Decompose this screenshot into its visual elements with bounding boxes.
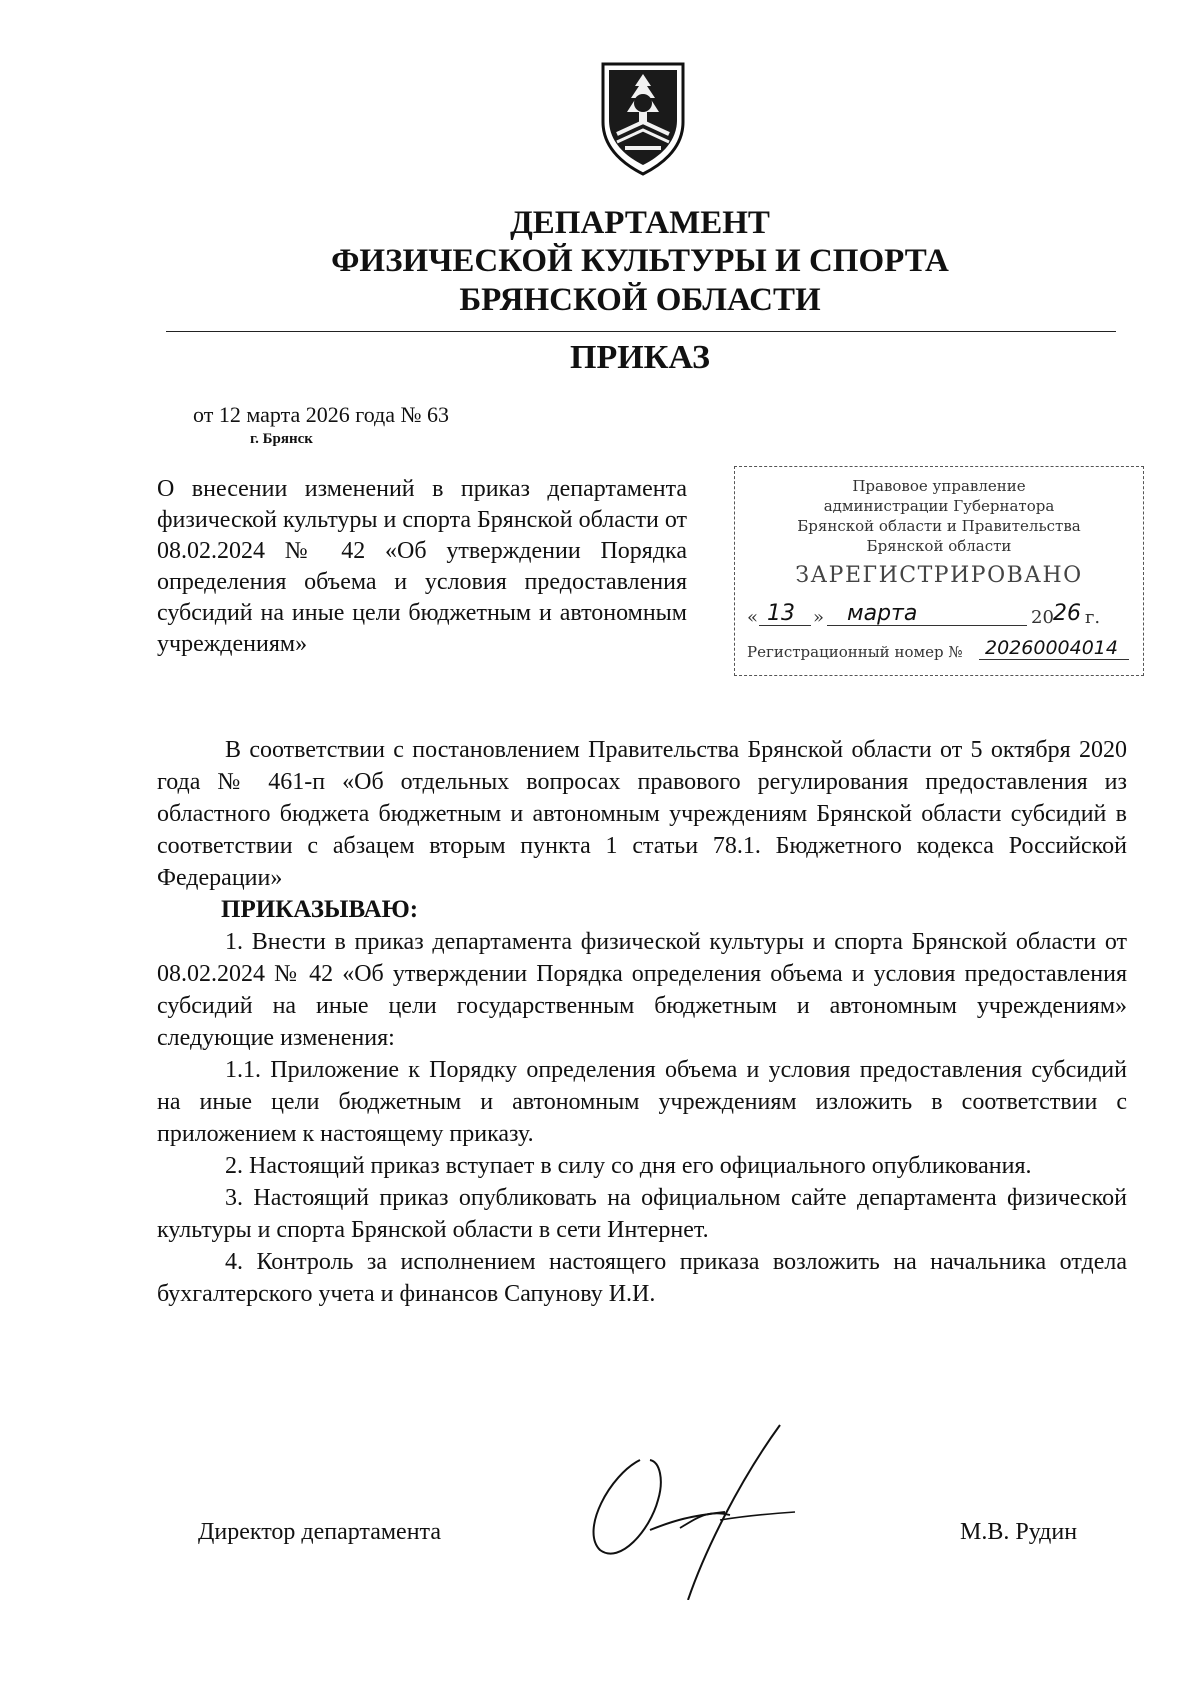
document-date-number: от 12 марта 2026 года № 63 bbox=[193, 402, 450, 427]
document-city: г. Брянск bbox=[250, 431, 313, 447]
order-item-1: 1. Внести в приказ департамента физической культуры и спорта Брянской области от 08.02.2024 № 42 «Об утверждении Порядка определения объема и условия предоставления субсидий на иные цели государственным бюджетным и автономным учреждениям» следующие изменения: bbox=[157, 929, 1127, 1051]
stamp-month: марта bbox=[847, 601, 918, 626]
department-title-line-3: БРЯНСКОЙ ОБЛАСТИ bbox=[459, 282, 821, 318]
document-subject: О внесении изменений в приказ департамента физической культуры и спорта Брянской области от 08.02.2024 № 42 «Об утверждении Порядка определения объема и условия предоставления субсидий на иные цели бюджетным и автономным учреждениям» bbox=[157, 476, 688, 657]
department-title-line-2: ФИЗИЧЕСКОЙ КУЛЬТУРЫ И СПОРТА bbox=[331, 243, 949, 279]
department-title-line-1: ДЕПАРТАМЕНТ bbox=[510, 205, 770, 241]
stamp-reg-number: 20260004014 bbox=[985, 637, 1118, 659]
stamp-status: ЗАРЕГИСТРИРОВАНО bbox=[795, 563, 1083, 588]
stamp-date-row bbox=[747, 601, 1132, 631]
document-type: ПРИКАЗ bbox=[570, 339, 710, 376]
order-item-4: 4. Контроль за исполнением настоящего приказа возложить на начальника отдела бухгалтерского учета и финансов Сапунову И.И. bbox=[157, 1249, 1127, 1307]
handwritten-signature bbox=[580, 1420, 820, 1600]
order-directive: ПРИКАЗЫВАЮ: bbox=[221, 896, 419, 923]
stamp-line-1: Правовое управление bbox=[852, 477, 1026, 495]
stamp-number-row bbox=[747, 639, 1132, 665]
order-body bbox=[157, 734, 1127, 1310]
stamp-line-4: Брянской области bbox=[866, 537, 1012, 555]
registration-stamp bbox=[734, 466, 1144, 676]
stamp-line-3: Брянской области и Правительства bbox=[797, 517, 1081, 535]
stamp-reg-label: Регистрационный номер № bbox=[747, 643, 963, 661]
signer-name: М.В. Рудин bbox=[960, 1519, 1078, 1545]
order-item-3: 3. Настоящий приказ опубликовать на официальном сайте департамента физической культуры и спорта Брянской области в сети Интернет. bbox=[157, 1185, 1127, 1243]
order-item-2: 2. Настоящий приказ вступает в силу со дня его официального опубликования. bbox=[225, 1153, 1032, 1179]
preamble: В соответствии с постановлением Правительства Брянской области от 5 октября 2020 года № 461-п «Об отдельных вопросах правового регулирования предоставления из областного бюджета бюджетным и автономным учреждениям Брянской области субсидий в соответствии с абзацем вторым пункта 1 статьи 78.1. Бюджетного кодекса Российской Федерации» bbox=[157, 737, 1127, 891]
order-item-1-1: 1.1. Приложение к Порядку определения объема и условия предоставления субсидий на иные цели бюджетным и автономным учреждениям изложить в соответствии с приложением к настоящему приказу. bbox=[157, 1057, 1127, 1147]
stamp-year-end: г. bbox=[1085, 607, 1101, 628]
stamp-year-prefix: 20 bbox=[1031, 607, 1054, 628]
stamp-close-quote: » bbox=[813, 607, 825, 628]
stamp-line-2: администрации Губернатора bbox=[823, 497, 1055, 515]
stamp-open-quote: « bbox=[747, 607, 759, 628]
coat-of-arms-icon bbox=[595, 58, 691, 178]
stamp-year-suffix: 26 bbox=[1053, 601, 1081, 626]
stamp-day: 13 bbox=[767, 601, 795, 626]
header-divider bbox=[166, 331, 1116, 332]
signer-position: Директор департамента bbox=[198, 1519, 441, 1545]
